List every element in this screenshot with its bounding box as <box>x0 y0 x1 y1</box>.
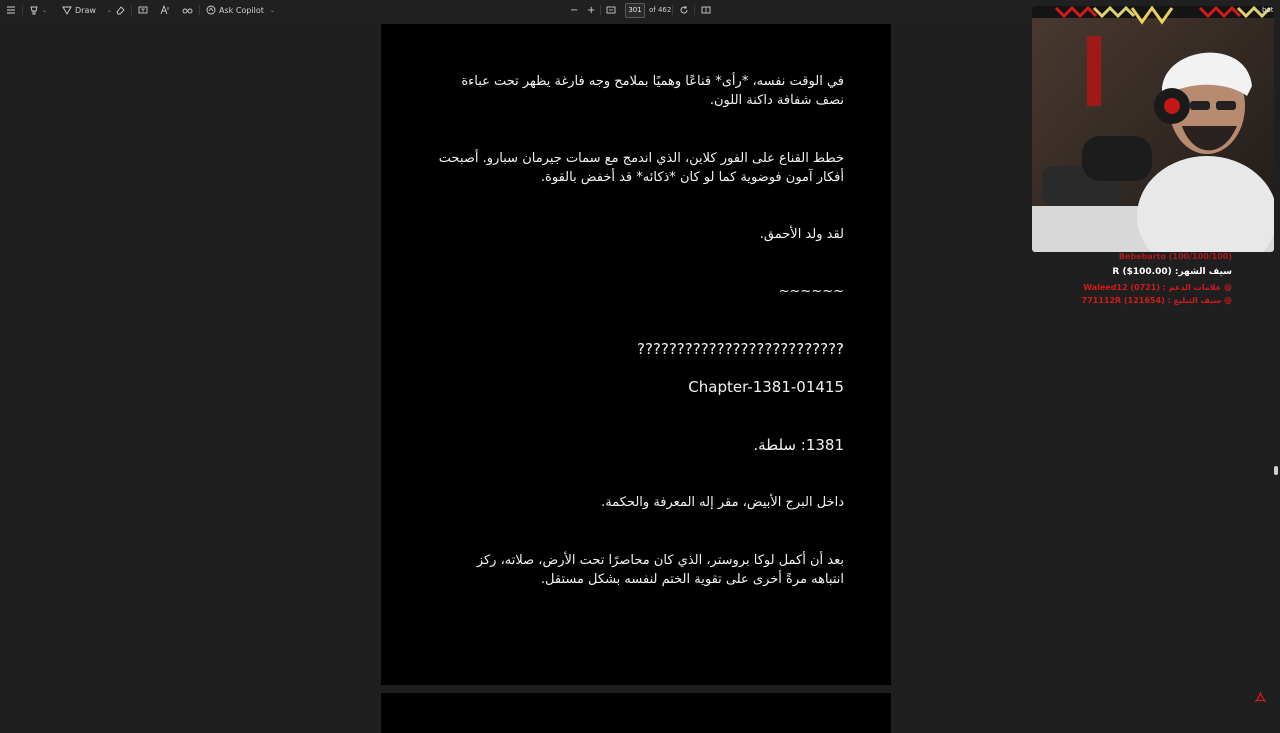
draw-button[interactable] <box>62 4 112 16</box>
streamer-webcam-image <box>1032 6 1274 252</box>
corner-label: bat <box>1262 6 1274 14</box>
toolbar-divider <box>22 5 23 15</box>
overlay-line: سيف الشهر: (100.00$) R <box>1112 267 1232 277</box>
chapter-title: 1381: سلطة. <box>753 436 844 454</box>
eraser-icon <box>115 5 125 15</box>
zoom-out-button[interactable] <box>570 4 578 16</box>
chapter-heading: Chapter-1381-01415 <box>688 378 844 396</box>
paragraph: ~~~~~~ <box>778 284 844 299</box>
glasses-icon <box>182 5 193 15</box>
pdf-page <box>381 24 891 685</box>
fit-page-icon <box>606 5 616 15</box>
toolbar-divider <box>199 5 200 15</box>
paragraph: بعد أن أكمل لوكا بروستر، الذي كان محاصرًا تحت الأرض، صلاته، ركز انتباهه مرةً أخرى على تقوية الختم لنفسه بشكل مستقل. <box>476 553 844 587</box>
toolbar-divider <box>672 5 673 15</box>
page-view-icon <box>701 5 711 15</box>
pdf-icon <box>1255 692 1266 703</box>
overlay-line: Bebebarto (100/100/100) <box>1118 252 1232 261</box>
text-box-button[interactable] <box>138 4 148 16</box>
paragraph: داخل البرج الأبيض، مقر إله المعرفة والحكمة. <box>601 495 844 510</box>
zoom-in-button[interactable] <box>587 4 595 16</box>
toolbar-divider <box>694 5 695 15</box>
erase-button[interactable] <box>115 4 125 16</box>
page-view-button[interactable] <box>701 4 711 16</box>
stream-donation-overlay <box>1062 252 1252 312</box>
draw-label: Draw <box>75 5 96 15</box>
rotate-icon <box>679 5 689 15</box>
read-aloud-button[interactable] <box>160 4 170 16</box>
copilot-icon <box>206 5 216 15</box>
chevron-down-icon: ⌄ <box>269 6 275 14</box>
immersive-reader-button[interactable] <box>182 4 193 16</box>
ask-copilot-label: Ask Copilot <box>219 5 264 15</box>
page-number-input[interactable]: 301 <box>625 3 645 18</box>
page-count: of 462 <box>649 6 672 14</box>
scrollbar-thumb[interactable] <box>1274 466 1278 475</box>
webcam-overlay <box>1032 6 1274 252</box>
toolbar-divider <box>600 5 601 15</box>
highlighter-icon <box>29 5 39 15</box>
chevron-down-icon: ⌄ <box>106 6 112 14</box>
pdf-page-next <box>381 693 891 733</box>
paragraph: ?????????????????????????? <box>637 340 844 358</box>
overlay-line: @ علامات الدعم : (0721) Waleed12 <box>1083 283 1232 292</box>
read-aloud-icon <box>160 5 170 15</box>
fit-page-button[interactable] <box>606 4 616 16</box>
toolbar-divider <box>131 5 132 15</box>
overlay-line: @ سيف التبليغ : (121654) 771112R <box>1081 296 1232 305</box>
chevron-down-icon: ⌄ <box>42 6 48 14</box>
rotate-button[interactable] <box>679 4 689 16</box>
paragraph: لقد ولد الأحمق. <box>759 227 844 242</box>
ask-copilot-button[interactable] <box>206 4 275 16</box>
minus-icon: − <box>570 4 579 16</box>
paragraph: خطط القناع على الفور كلاين، الذي اندمج مع سمات جيرمان سبارو. أصبحت أفكار آمون فوضوية كما لو كان *ذكائه* قد أخفض بالقوة. <box>438 151 844 185</box>
draw-icon <box>62 5 72 15</box>
contents-button[interactable] <box>6 4 16 16</box>
plus-icon: + <box>587 4 596 16</box>
paragraph: في الوقت نفسه، *رأى* قناعًا وهميًا بملامح وجه فارغة يظهر تحت عباءة نصف شفافة داكنة اللون. <box>461 74 844 108</box>
list-icon <box>6 5 16 15</box>
textbox-icon <box>138 5 148 15</box>
highlight-button[interactable] <box>29 4 47 16</box>
